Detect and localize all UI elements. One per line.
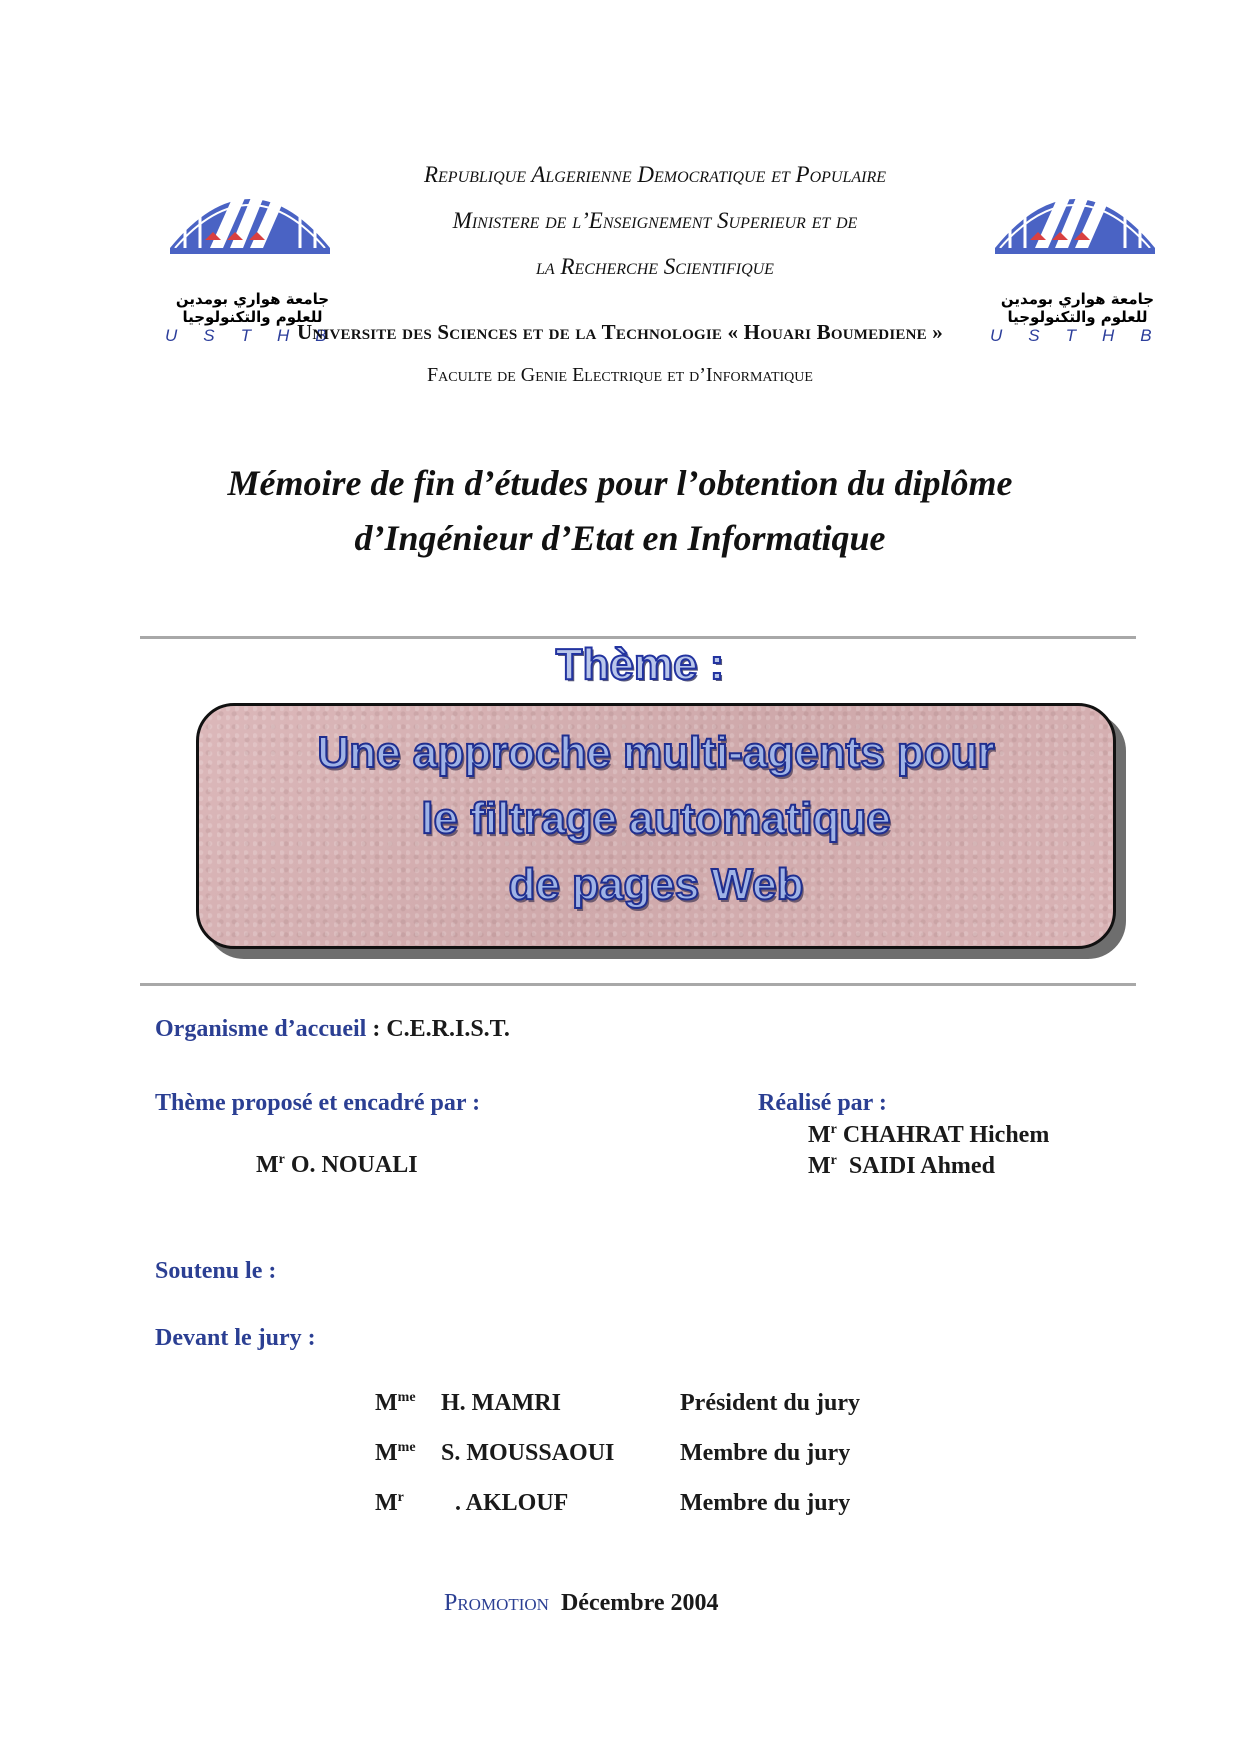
theme-title-line2: le filtrage automatique (421, 794, 891, 843)
usthb-emblem-icon (165, 145, 335, 285)
logo-abbreviation: USTHB (990, 326, 1178, 345)
student-title-sup: r (830, 1122, 837, 1137)
organisme-value: C.E.R.I.S.T. (386, 1016, 510, 1042)
organisme-separator: : (366, 1016, 387, 1042)
jury-row (375, 1440, 975, 1467)
theme-box (196, 703, 1116, 949)
jury-label: Devant le jury : (155, 1325, 316, 1351)
logo-arabic-name: جامعة هواري بومدين (1000, 290, 1155, 308)
header-republic: Republique Algerienne Democratique et Populaire (423, 162, 887, 187)
jury-title-sup: me (397, 1440, 416, 1455)
logo-arabic-subtitle: للعلوم والتكنولوجيا (182, 308, 323, 326)
organisme-label: Organisme d’accueil (155, 1016, 367, 1042)
header-ministry: Ministere de l’Enseignement Superieur et de (452, 208, 858, 233)
organisme-row (155, 1016, 510, 1043)
jury-title: M (375, 1440, 398, 1466)
bottom-divider (140, 983, 1136, 986)
jury-role: Président du jury (680, 1390, 860, 1416)
encadrant-row (256, 1152, 418, 1179)
encadrant-title-sup: r (278, 1152, 285, 1167)
memoire-title-line1: Mémoire de fin d’études pour l’obtention du diplôme (227, 463, 1013, 503)
jury-name: H. MAMRI (441, 1390, 561, 1416)
logo-arabic-subtitle: للعلوم والتكنولوجيا (1007, 308, 1148, 326)
promotion-row (444, 1590, 718, 1617)
encadrant-name: O. NOUALI (290, 1152, 418, 1178)
theme-title-line1: Une approche multi-agents pour (317, 728, 995, 777)
memoire-title-line2: d’Ingénieur d’Etat en Informatique (354, 518, 886, 558)
jury-row (375, 1390, 975, 1417)
university-name: Universite des Sciences et de la Technologie « Houari Boumediene » (297, 320, 943, 344)
student-row (808, 1153, 995, 1180)
student-title: M (808, 1122, 831, 1148)
jury-title: M (375, 1490, 398, 1516)
jury-title-sup: me (397, 1390, 416, 1405)
student-row (808, 1122, 1049, 1149)
jury-name: . AKLOUF (455, 1490, 569, 1516)
realise-label: Réalisé par : (758, 1090, 887, 1116)
jury-role: Membre du jury (680, 1490, 851, 1516)
usthb-logo-right (990, 145, 1178, 346)
student-name: SAIDI Ahmed (848, 1153, 995, 1179)
student-title: M (808, 1153, 831, 1179)
logo-arabic-name: جامعة هواري بومدين (175, 290, 330, 308)
student-name: CHAHRAT Hichem (842, 1122, 1050, 1148)
jury-name: S. MOUSSAOUI (441, 1440, 615, 1466)
top-divider (140, 636, 1136, 639)
jury-title-sup: r (397, 1490, 404, 1505)
promotion-label: Promotion (444, 1590, 549, 1616)
jury-row (375, 1490, 975, 1517)
theme-label: Thème : (555, 640, 725, 689)
jury-role: Membre du jury (680, 1440, 851, 1466)
header-research: la Recherche Scientifique (536, 254, 774, 279)
logo-abbreviation: USTHB (165, 326, 353, 345)
usthb-emblem-icon (990, 145, 1160, 285)
jury-title: M (375, 1390, 398, 1416)
encadrant-title: M (256, 1152, 279, 1178)
usthb-logo-left (165, 145, 353, 346)
promotion-date: Décembre 2004 (560, 1590, 719, 1616)
faculty-name: Faculte de Genie Electrique et d’Informatique (427, 364, 813, 386)
encadre-label: Thème proposé et encadré par : (155, 1090, 481, 1116)
student-title-sup: r (830, 1153, 837, 1168)
theme-title-line3: de pages Web (508, 860, 804, 909)
soutenu-label: Soutenu le : (155, 1258, 277, 1284)
